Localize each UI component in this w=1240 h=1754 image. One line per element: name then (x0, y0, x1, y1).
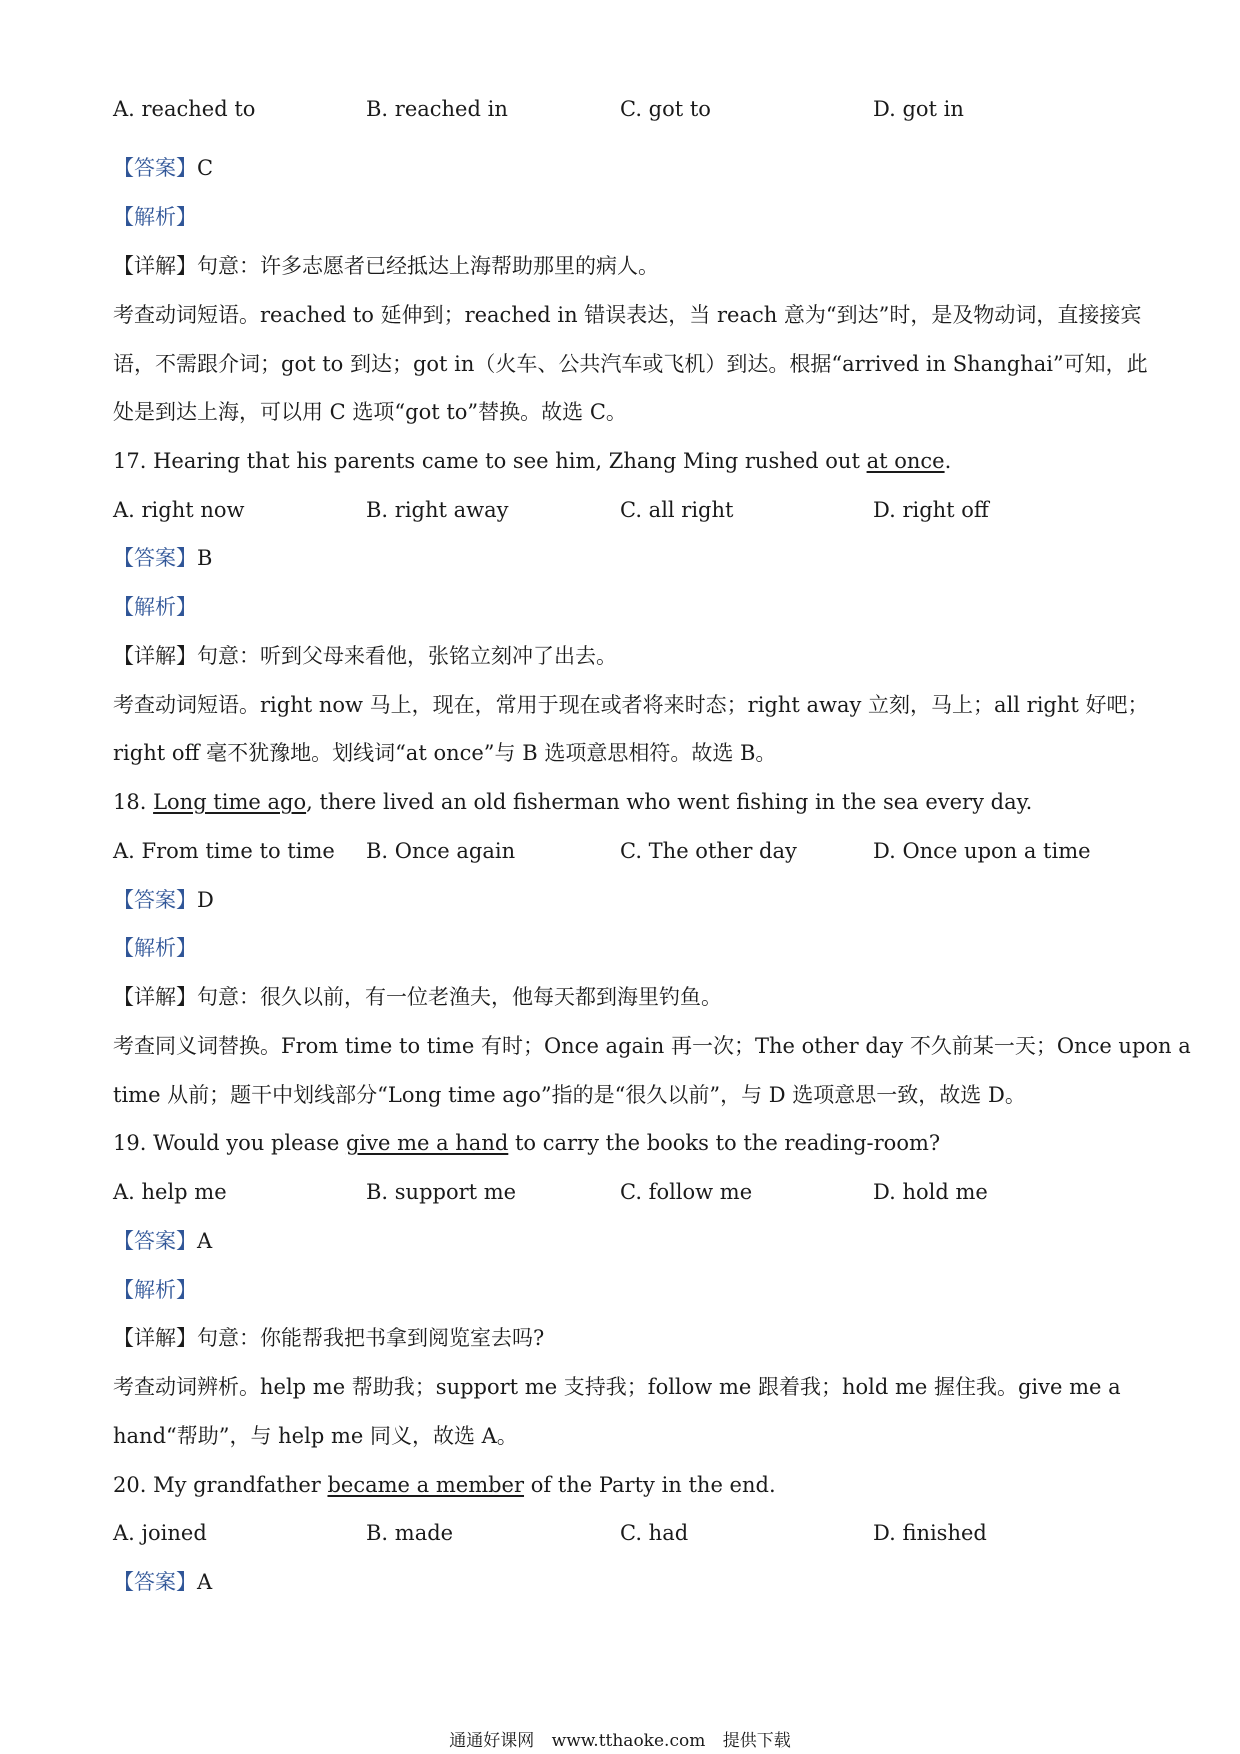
answer-value: C (197, 156, 214, 180)
stem-text-end: . (944, 449, 952, 473)
q17-option-d: D. right off (873, 498, 989, 522)
stem-text-end: of the Party in the end. (524, 1473, 776, 1497)
stem-text: 17. Hearing that his parents came to see him, Zhang Ming rushed out (113, 449, 867, 473)
q16-option-d: D. got in (873, 97, 964, 121)
q17-detail: 【详解】句意：听到父母来看他，张铭立刻冲了出去。 (113, 644, 617, 668)
q19-option-c: C. follow me (620, 1180, 753, 1204)
q19-detail: 【详解】句意：你能帮我把书拿到阅览室去吗? (113, 1326, 545, 1350)
q17-answer (113, 544, 212, 572)
q19-option-d: D. hold me (873, 1180, 988, 1204)
q19-explanation-line-1: 考查动词辨析。help me 帮助我；support me 支持我；follow me 跟着我；hold me 握住我。give me a (113, 1375, 1121, 1399)
q20-option-d: D. finished (873, 1521, 987, 1545)
answer-value: D (197, 888, 214, 912)
answer-value: A (197, 1229, 213, 1253)
page-footer (0, 1731, 1240, 1751)
answer-tag: 【答案】 (113, 156, 197, 180)
q18-option-c: C. The other day (620, 839, 797, 863)
stem-underlined-phrase: became a member (327, 1473, 525, 1497)
answer-value: B (197, 546, 213, 570)
q18-explanation-line-2: time 从前；题干中划线部分“Long time ago”指的是“很久以前”，与 D 选项意思一致，故选 D。 (113, 1083, 1026, 1107)
answer-tag: 【答案】 (113, 546, 197, 570)
q17-stem (113, 447, 951, 475)
q18-explanation-line-1: 考查同义词替换。From time to time 有时；Once again 再一次；The other day 不久前某一天；Once upon a (113, 1034, 1191, 1058)
stem-text-end: to carry the books to the reading-room? (508, 1131, 941, 1155)
q19-option-b: B. support me (366, 1180, 517, 1204)
q18-detail: 【详解】句意：很久以前，有一位老渔夫，他每天都到海里钓鱼。 (113, 985, 722, 1009)
q17-option-c: C. all right (620, 498, 734, 522)
q16-option-a: A. reached to (113, 97, 256, 121)
q18-option-a: A. From time to time (113, 839, 335, 863)
q19-analysis-tag: 【解析】 (113, 1278, 197, 1302)
answer-tag: 【答案】 (113, 1229, 197, 1253)
footer-note: 提供下载 (722, 1731, 791, 1751)
q16-analysis-tag: 【解析】 (113, 205, 197, 229)
q20-answer (113, 1568, 212, 1596)
q16-explanation-line-2: 语，不需跟介词；got to 到达；got in（火车、公共汽车或飞机）到达。根据“arrived in Shanghai”可知，此 (113, 352, 1148, 376)
stem-text-end: , there lived an old fisherman who went fishing in the sea every day. (306, 790, 1033, 814)
q18-analysis-tag: 【解析】 (113, 936, 197, 960)
q16-option-c: C. got to (620, 97, 711, 121)
footer-site-name: 通通好课网 (449, 1731, 535, 1751)
q19-stem (113, 1129, 940, 1157)
q16-explanation-line-3: 处是到达上海，可以用 C 选项“got to”替换。故选 C。 (113, 400, 627, 424)
footer-url: www.tthaoke.com (551, 1731, 706, 1751)
q20-stem (113, 1471, 776, 1499)
q17-explanation-line-2: right off 毫不犹豫地。划线词“at once”与 B 选项意思相符。故选 B。 (113, 741, 777, 765)
q17-explanation-line-1: 考查动词短语。right now 马上，现在，常用于现在或者将来时态；right away 立刻，马上；all right 好吧； (113, 693, 1149, 717)
stem-underlined-phrase: at once (866, 449, 945, 473)
q20-option-c: C. had (620, 1521, 689, 1545)
q18-stem (113, 788, 1032, 816)
answer-tag: 【答案】 (113, 1570, 197, 1594)
q17-analysis-tag: 【解析】 (113, 595, 197, 619)
q16-detail: 【详解】句意：许多志愿者已经抵达上海帮助那里的病人。 (113, 254, 659, 278)
q20-option-a: A. joined (113, 1521, 207, 1545)
stem-underlined-phrase: give me a hand (345, 1131, 509, 1155)
q19-explanation-line-2: hand“帮助”，与 help me 同义，故选 A。 (113, 1424, 518, 1448)
q16-answer (113, 154, 213, 182)
q18-answer (113, 886, 214, 914)
stem-text: 18. (113, 790, 154, 814)
stem-text: 20. My grandfather (113, 1473, 328, 1497)
q18-option-d: D. Once upon a time (873, 839, 1091, 863)
answer-tag: 【答案】 (113, 888, 197, 912)
stem-text: 19. Would you please (113, 1131, 346, 1155)
q20-option-b: B. made (366, 1521, 454, 1545)
q19-answer (113, 1227, 212, 1255)
q16-option-b: B. reached in (366, 97, 508, 121)
q17-option-a: A. right now (113, 498, 245, 522)
q17-option-b: B. right away (366, 498, 509, 522)
q19-option-a: A. help me (113, 1180, 227, 1204)
q16-explanation-line-1: 考查动词短语。reached to 延伸到；reached in 错误表达，当 reach 意为“到达”时，是及物动词，直接接宾 (113, 303, 1142, 327)
stem-underlined-phrase: Long time ago (153, 790, 307, 814)
answer-value: A (197, 1570, 213, 1594)
q18-option-b: B. Once again (366, 839, 516, 863)
